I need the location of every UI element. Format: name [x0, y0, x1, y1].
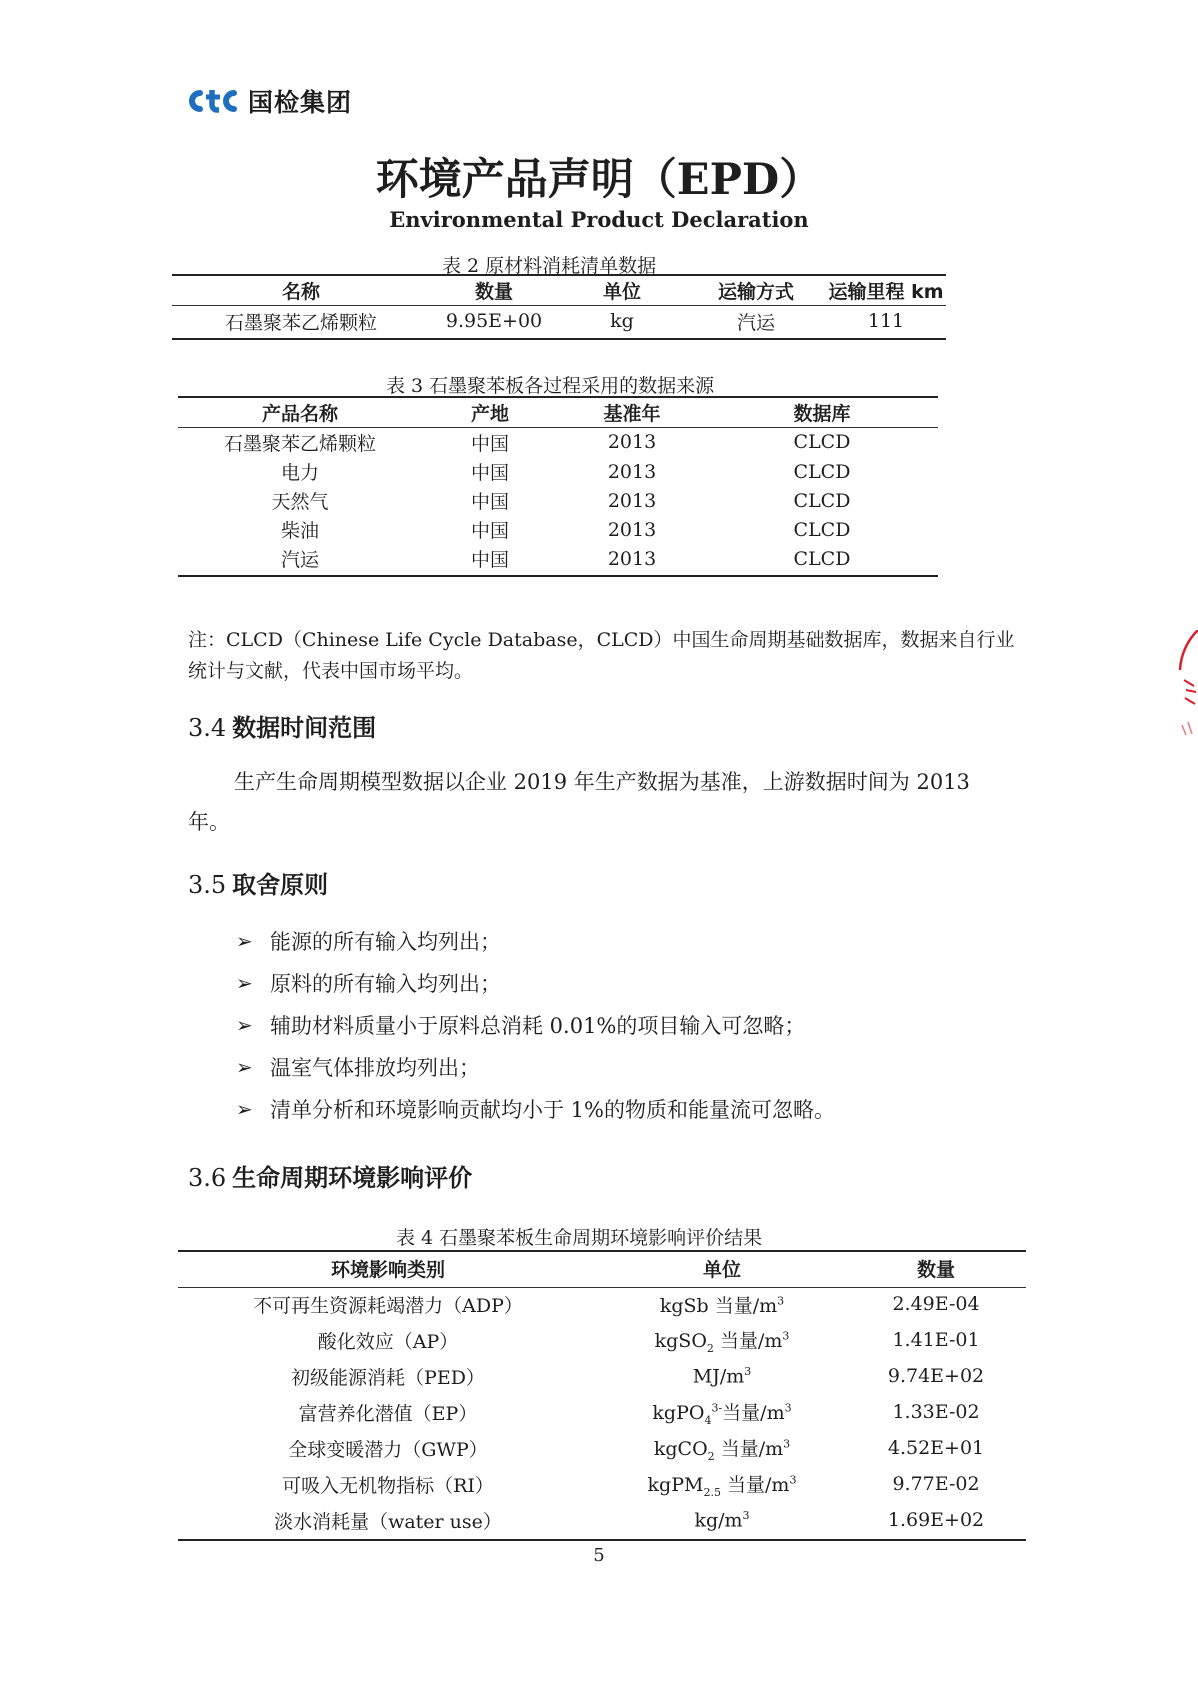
- section-title: 取舍原则: [232, 871, 329, 899]
- table2-header-rule: [172, 305, 946, 306]
- list-item-text: 能源的所有输入均列出；: [270, 930, 501, 954]
- table-row: [178, 1430, 1026, 1466]
- arrow-bullet-icon: ➢: [236, 1013, 253, 1037]
- table-row: [178, 1502, 1026, 1538]
- table-cell: kg: [610, 310, 634, 332]
- table3-header: 产地: [470, 402, 509, 425]
- list-item: [236, 962, 835, 1004]
- table2-header: 运输里程 km: [828, 280, 944, 303]
- table4-bottom-rule: [178, 1539, 1026, 1541]
- impact-category: 全球变暖潜力（GWP）: [288, 1438, 488, 1461]
- unit-superscript: 3: [783, 1437, 791, 1451]
- section-3-4-text: 生产生命周期模型数据以企业 2019 年生产数据为基准，上游数据时间为 2013 年。: [188, 770, 970, 834]
- unit-text: kg/m: [694, 1509, 743, 1532]
- table-cell: 中国: [470, 549, 509, 571]
- table-cell: 中国: [470, 491, 509, 513]
- table-cell: CLCD: [793, 431, 851, 453]
- seal-stamp-icon: [1176, 630, 1198, 740]
- table2: [172, 275, 946, 337]
- page-subtitle: Environmental Product Declaration: [389, 207, 809, 232]
- impact-category: 酸化效应（AP）: [317, 1330, 459, 1353]
- table-row: [178, 515, 938, 544]
- table-row: [178, 544, 938, 573]
- unit-subscript: 2.5: [703, 1485, 721, 1499]
- table3-header: 基准年: [603, 402, 661, 425]
- impact-value: 1.69E+02: [887, 1509, 985, 1531]
- impact-value: 2.49E-04: [892, 1293, 980, 1315]
- table3: [178, 397, 938, 573]
- section-number: 3.5: [188, 871, 227, 899]
- unit-superscript: 3: [744, 1364, 752, 1378]
- impact-unit: [598, 1502, 846, 1538]
- table-row: [178, 1466, 1026, 1502]
- impact-value: 4.52E+01: [887, 1437, 985, 1459]
- list-item: [236, 920, 835, 962]
- impact-unit: [598, 1430, 846, 1466]
- unit-text: kgCO: [653, 1437, 708, 1460]
- table-cell: 汽运: [280, 549, 319, 571]
- table-cell: CLCD: [793, 460, 851, 483]
- table2-header: 单位: [602, 280, 641, 303]
- impact-unit: [598, 1322, 846, 1358]
- list-item-text: 辅助材料质量小于原料总消耗 0.01%的项目输入可忽略；: [270, 1014, 806, 1038]
- table4-header: 环境影响类别: [330, 1259, 445, 1281]
- section-3-5-heading: [188, 865, 328, 900]
- unit-text: kgPM: [647, 1473, 704, 1496]
- list-item-text: 原料的所有输入均列出；: [270, 972, 501, 996]
- table4-caption: 表 4 石墨聚苯板生命周期环境影响评价结果: [396, 1227, 763, 1249]
- impact-value: 1.33E-02: [892, 1401, 980, 1423]
- table2-bottom-rule: [172, 338, 946, 340]
- section-number: 3.6: [188, 1164, 227, 1192]
- unit-superscript: 3: [742, 1508, 750, 1522]
- table-row: [178, 1358, 1026, 1394]
- impact-unit: [598, 1466, 846, 1502]
- table-cell: CLCD: [793, 489, 851, 512]
- cutoff-rules-list: [236, 920, 835, 1130]
- arrow-bullet-icon: ➢: [236, 971, 253, 995]
- table-cell: 中国: [470, 520, 509, 542]
- table3-caption: 表 3 石墨聚苯板各过程采用的数据来源: [386, 375, 715, 397]
- section-number: 3.4: [188, 714, 227, 742]
- table-cell: 电力: [280, 462, 319, 484]
- unit-superscript: 3-: [711, 1401, 723, 1415]
- unit-subscript: 4: [704, 1413, 712, 1427]
- unit-subscript: 2: [707, 1449, 715, 1463]
- unit-superscript: 3: [777, 1294, 785, 1308]
- arrow-bullet-icon: ➢: [236, 929, 253, 953]
- table4-header: 单位: [702, 1259, 741, 1281]
- table3-header-rule: [178, 427, 938, 428]
- table-row: [178, 1394, 1026, 1430]
- table-cell: 2013: [607, 518, 657, 541]
- table2-caption: 表 2 原材料消耗清单数据: [442, 255, 657, 277]
- unit-text: MJ/m: [692, 1365, 745, 1388]
- section-title: 生命周期环境影响评价: [232, 1164, 473, 1192]
- table4: [178, 1251, 1026, 1538]
- table3-note: 注：CLCD（Chinese Life Cycle Database，CLCD）中国生命周期基础数据库，数据来自行业统计与文献，代表中国市场平均。: [188, 629, 1015, 682]
- table3-header: 数据库: [793, 402, 851, 425]
- section-title: 数据时间范围: [232, 714, 377, 742]
- table-cell: 111: [867, 310, 905, 332]
- table-cell: CLCD: [793, 547, 851, 570]
- impact-value: 9.74E+02: [887, 1365, 985, 1387]
- table2-header: 运输方式: [717, 280, 794, 303]
- table-cell: 石墨聚苯乙烯颗粒: [224, 311, 377, 334]
- impact-value: 1.41E-01: [892, 1329, 980, 1351]
- table-cell: 2013: [607, 489, 657, 512]
- section-3-4-heading: [188, 708, 376, 743]
- header-logo: [188, 83, 352, 119]
- table-cell: 9.95E+00: [445, 310, 543, 332]
- impact-category: 淡水消耗量（water use）: [274, 1510, 502, 1533]
- table-cell: 2013: [607, 547, 657, 570]
- table-cell: 2013: [607, 460, 657, 483]
- logo-text: 国检集团: [248, 88, 353, 117]
- table-cell: 中国: [470, 462, 509, 484]
- table-row: [178, 486, 938, 515]
- impact-category: 富营养化潜值（EP）: [298, 1402, 478, 1425]
- list-item: [236, 1046, 835, 1088]
- unit-text: kgSO: [654, 1329, 707, 1352]
- table-row: [172, 305, 946, 337]
- table2-header: 数量: [474, 280, 513, 303]
- impact-category: 初级能源消耗（PED）: [291, 1366, 485, 1389]
- unit-text: 当量/m: [713, 1329, 783, 1352]
- section-3-6-heading: [188, 1158, 472, 1193]
- table-cell: 2013: [607, 431, 657, 453]
- table2-header: 名称: [281, 280, 320, 303]
- list-item: [236, 1088, 835, 1130]
- table-cell: 天然气: [271, 491, 329, 513]
- unit-text: kgPO: [652, 1401, 705, 1424]
- page-number: 5: [593, 1545, 605, 1566]
- table4-header: 数量: [916, 1259, 955, 1281]
- unit-superscript: 3: [789, 1473, 797, 1487]
- table-row: [178, 427, 938, 457]
- table-row: [178, 1286, 1026, 1322]
- arrow-bullet-icon: ➢: [236, 1097, 253, 1121]
- impact-category: 可吸入无机物指标（RI）: [282, 1474, 494, 1497]
- impact-unit: [598, 1394, 846, 1430]
- unit-subscript: 2: [706, 1341, 714, 1355]
- impact-unit: [598, 1358, 846, 1394]
- unit-text: 当量/m: [722, 1401, 785, 1424]
- unit-text: 当量/m: [720, 1473, 790, 1496]
- impact-unit: [598, 1286, 846, 1322]
- list-item-text: 清单分析和环境影响贡献均小于 1%的物质和能量流可忽略。: [270, 1098, 835, 1122]
- table-cell: 中国: [470, 432, 509, 455]
- unit-text: 当量/m: [714, 1437, 784, 1460]
- list-item-text: 温室气体排放均列出；: [270, 1056, 480, 1080]
- ctc-logo-icon: [188, 88, 238, 114]
- table-cell: 柴油: [280, 520, 319, 542]
- unit-superscript: 3: [782, 1329, 790, 1343]
- unit-text: kgSb 当量/m: [659, 1294, 778, 1317]
- table-cell: 汽运: [736, 311, 775, 334]
- table-row: [178, 457, 938, 486]
- table3-bottom-rule: [178, 575, 938, 577]
- impact-category: 不可再生资源耗竭潜力（ADP）: [253, 1294, 523, 1317]
- table-row: [178, 1322, 1026, 1358]
- table4-header-rule: [178, 1287, 1026, 1288]
- impact-value: 9.77E-02: [892, 1473, 980, 1495]
- list-item: [236, 1004, 835, 1046]
- table-cell: 石墨聚苯乙烯颗粒: [223, 432, 376, 455]
- table-cell: CLCD: [793, 518, 851, 541]
- table3-header: 产品名称: [261, 402, 338, 425]
- arrow-bullet-icon: ➢: [236, 1055, 253, 1079]
- unit-superscript: 3: [784, 1401, 792, 1415]
- page-title: 环境产品声明（EPD）: [375, 155, 823, 205]
